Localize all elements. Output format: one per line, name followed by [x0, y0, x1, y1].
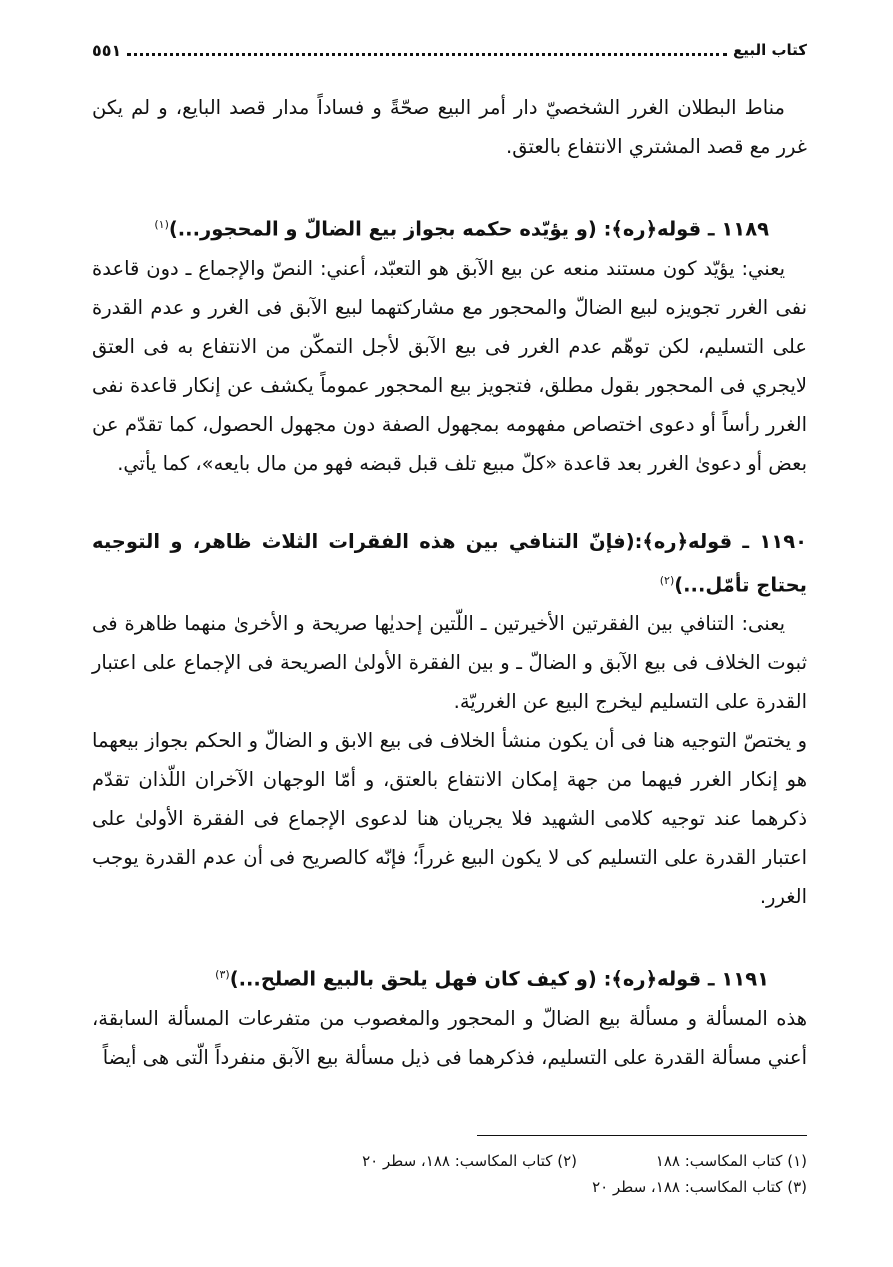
footnote-ref-1[interactable]: (١): [154, 218, 169, 231]
running-header: [92, 38, 807, 62]
heading-1190-text: ١١٩٠ ـ قوله﴿ره﴾:(فإنّ التنافي بين هذه الفقرات الثلاث ظاهر، و التوجيه يحتاج تأمّل...): [92, 529, 807, 596]
footnote-ref-2[interactable]: (٢): [659, 573, 675, 587]
footnotes: [92, 1148, 807, 1200]
heading-1191-text: ١١٩١ ـ قوله﴿ره﴾: (و كيف كان فهل يلحق بالبيع الصلح...): [229, 967, 769, 991]
paragraph-intro: مناط البطلان الغرر الشخصيّ دار أمر البيع صحّةً و فساداً مدار قصد البايع، و لم يكن غرر مع قصد المشتري الانتفاع بالعتق.: [92, 96, 807, 158]
heading-1189: [92, 205, 807, 249]
paragraph-1190-b: و يختصّ التوجيه هنا فى أن يكون منشأ الخلاف فى بيع الابق و الضالّ و الحكم بجواز بيعهما هو إنكار الغرر فيهما من جهة إمكان الانتفاع بالعتق، و أمّا الوجهان الآخران اللّذان تقدّم ذكرهما عند توجيه كلامى الشهيد فلا يجريان هنا لدعوى الإجماع فى الفقرة الأولىٰ على اعتبار القدرة على التسليم كى لا يكون البيع غرراً؛ فإنّه كالصريح فى أن عدم القدرة يوجب الغرر.: [92, 729, 807, 908]
paragraph-1191: هذه المسألة و مسألة بيع الضالّ و المحجور والمغصوب من متفرعات المسألة السابقة، أعني مسألة القدرة على التسليم، فذكرهما فى ذيل مسألة بيع الآبق منفرداً الّتى هى أيضاً: [92, 1006, 807, 1069]
footnote-row: [92, 1148, 807, 1174]
section-gap: [92, 166, 807, 205]
heading-1190: [92, 522, 807, 605]
paragraph-1189: يعني: يؤيّد كون مستند منعه عن بيع الآبق هو التعبّد، أعني: النصّ والإجماع ـ دون قاعدة نفى الغرر تجويزه لبيع الضالّ والمحجور مع مشاركتهما لبيع الآبق فى الغرر و عدم القدرة على التسليم، لكن توهّم عدم الغرر فى بيع الآبق لأجل التمكّن من الانتفاع به فى العتق لايجري فى المحجور بقول مطلق، فتجويز بيع المحجور عموماً يكشف عن إنكار قاعدة نفى الغرر رأساً أو دعوى اختصاص مفهومه بمجهول الصفة دون مجهول الحصول، كما تقدّم عن بعض أو دعوىٰ الغرر بعد قاعدة «كلّ مبيع تلف قبل قبضه فهو من مال بايعه»، كما يأتي.: [92, 256, 807, 475]
footnote-1: (١) كتاب المكاسب: ١٨٨: [655, 1152, 807, 1170]
footnote-ref-3[interactable]: (٣): [215, 968, 230, 981]
page-number: ٥٥١: [92, 40, 122, 60]
section-gap: [92, 916, 807, 955]
main-text: [92, 88, 807, 1077]
heading-1191: [92, 955, 807, 999]
paragraph-1190-a: يعنى: التنافي بين الفقرتين الأخيرتين ـ اللّتين إحديٰها صريحة و الأخرىٰ منهما ظاهرة فى ثبوت الخلاف فى بيع الآبق و الضالّ ـ و بين الفقرة الأولىٰ الصريحة فى الإجماع على اعتبار القدرة على التسليم ليخرج البيع عن الغرريّة.: [92, 612, 807, 713]
section-gap: [92, 483, 807, 522]
footnote-3: (٣) كتاب المكاسب: ١٨٨، سطر ٢٠: [592, 1178, 807, 1196]
heading-1189-text: ١١٨٩ ـ قوله﴿ره﴾: (و يؤيّده حكمه بجواز بيع الضالّ و المحجور...): [168, 217, 769, 241]
footnote-separator: [477, 1135, 807, 1136]
footnote-row: [92, 1174, 807, 1200]
footnote-2: (٢) كتاب المكاسب: ١٨٨، سطر ٢٠: [362, 1152, 577, 1170]
header-title: كتاب البيع: [732, 41, 807, 59]
header-dotted-leader: [127, 53, 727, 56]
